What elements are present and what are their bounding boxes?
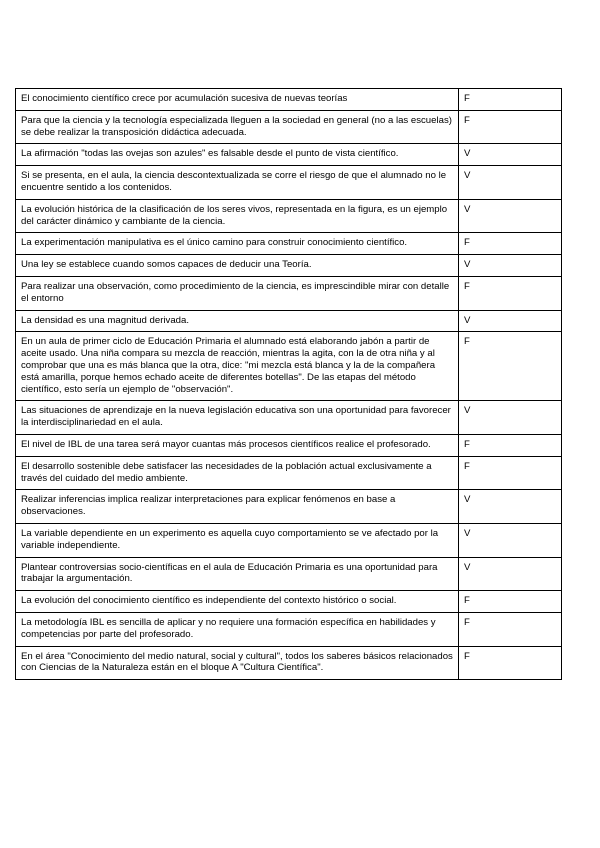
table-row [16,199,562,233]
table-row [16,557,562,591]
table-row [16,166,562,200]
answer-cell: V [459,401,562,435]
statement-cell: La afirmación "todas las ovejas son azules" es falsable desde el punto de vista científico. [16,144,459,166]
statement-cell: La metodología IBL es sencilla de aplicar y no requiere una formación específica en habilidades y competencias por parte del profesorado. [16,612,459,646]
statement-cell: La evolución histórica de la clasificación de los seres vivos, representada en la figura, es un ejemplo del carácter dinámico y cambiante de la ciencia. [16,199,459,233]
answer-cell: F [459,332,562,401]
statement-cell: Si se presenta, en el aula, la ciencia descontextualizada se corre el riesgo de que el alumnado no le encuentre sentido a los contenidos. [16,166,459,200]
statement-cell: La densidad es una magnitud derivada. [16,310,459,332]
table-row [16,255,562,277]
answer-cell: F [459,612,562,646]
statement-cell: El nivel de IBL de una tarea será mayor cuantas más procesos científicos realice el profesorado. [16,434,459,456]
table-row [16,401,562,435]
answer-cell: F [459,276,562,310]
table-row [16,591,562,613]
statement-cell: En el área "Conocimiento del medio natural, social y cultural", todos los saberes básicos relacionados con Ciencias de la Naturaleza están en el bloque A "Cultura Científica". [16,646,459,680]
statement-cell: El desarrollo sostenible debe satisfacer las necesidades de la población actual exclusivamente a través del cuidado del medio ambiente. [16,456,459,490]
table-row [16,110,562,144]
table-row [16,89,562,111]
table-row [16,612,562,646]
statement-cell: La evolución del conocimiento científico es independiente del contexto histórico o social. [16,591,459,613]
table-row [16,490,562,524]
table-row [16,434,562,456]
table-row [16,523,562,557]
answer-cell: V [459,199,562,233]
table-row [16,332,562,401]
answer-cell: F [459,456,562,490]
answer-cell: V [459,166,562,200]
answer-cell: F [459,110,562,144]
answer-cell: F [459,591,562,613]
table-row [16,456,562,490]
statement-cell: Para realizar una observación, como procedimiento de la ciencia, es imprescindible mirar con detalle el entorno [16,276,459,310]
answer-cell: V [459,490,562,524]
answer-cell: V [459,310,562,332]
answer-cell: V [459,255,562,277]
statement-cell: Plantear controversias socio-científicas en el aula de Educación Primaria es una oportunidad para trabajar la argumentación. [16,557,459,591]
statement-cell: La variable dependiente en un experimento es aquella cuyo comportamiento se ve afectado por la variable independiente. [16,523,459,557]
table-body [16,89,562,680]
true-false-table [15,88,562,680]
answer-cell: F [459,646,562,680]
answer-cell: F [459,434,562,456]
statement-cell: Las situaciones de aprendizaje en la nueva legislación educativa son una oportunidad para favorecer la interdisciplinariedad en el aula. [16,401,459,435]
answer-cell: F [459,89,562,111]
table-row [16,310,562,332]
statement-cell: La experimentación manipulativa es el único camino para construir conocimiento científico. [16,233,459,255]
statement-cell: Realizar inferencias implica realizar interpretaciones para explicar fenómenos en base a observaciones. [16,490,459,524]
answer-cell: V [459,144,562,166]
answer-cell: V [459,523,562,557]
table-row [16,233,562,255]
answer-cell: V [459,557,562,591]
table-row [16,144,562,166]
answer-cell: F [459,233,562,255]
statement-cell: Para que la ciencia y la tecnología especializada lleguen a la sociedad en general (no a las escuelas) se debe realizar la transposición didáctica adecuada. [16,110,459,144]
statement-cell: En un aula de primer ciclo de Educación Primaria el alumnado está elaborando jabón a partir de aceite usado. Una niña compara su mezcla de reacción, mientras la agita, con la de otra niña y al comprobar que una es más blanca que la otra, dice: "mi mezcla está blanca y la de la compañera está amarilla, porque hemos echado aceite de diferentes botellas". De las etapas del método científico, esto sería un ejemplo de "observación". [16,332,459,401]
statement-cell: El conocimiento científico crece por acumulación sucesiva de nuevas teorías [16,89,459,111]
table-row [16,276,562,310]
statement-cell: Una ley se establece cuando somos capaces de deducir una Teoría. [16,255,459,277]
table-row [16,646,562,680]
